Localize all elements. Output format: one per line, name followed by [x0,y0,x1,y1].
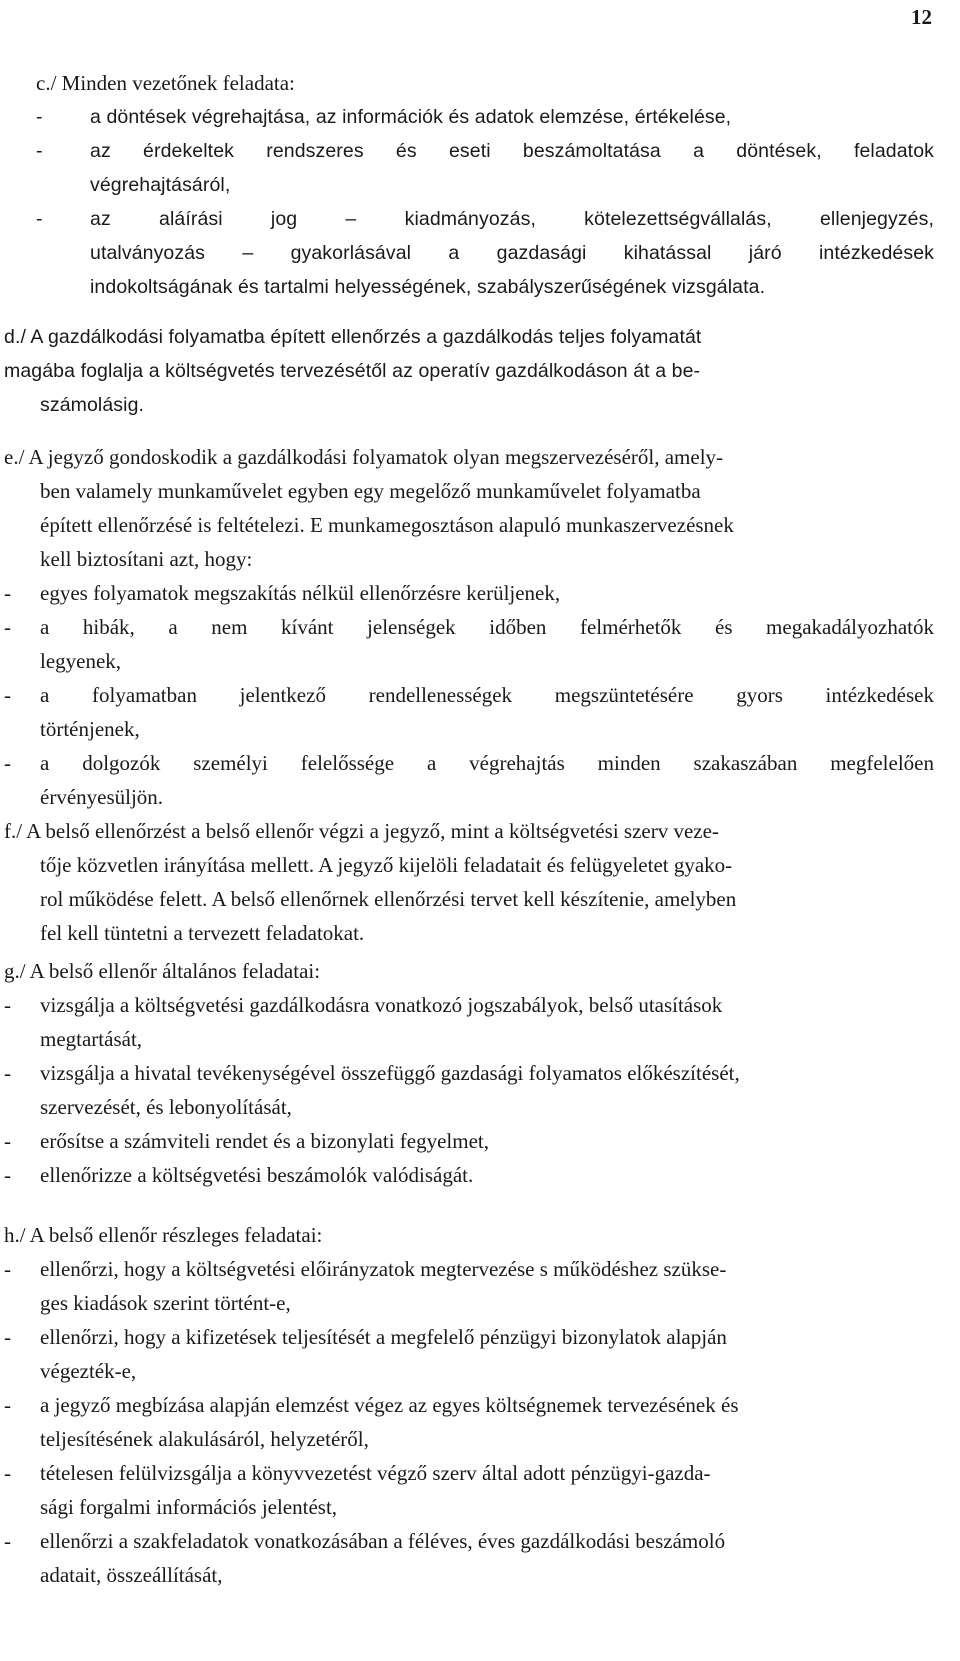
list-item-continuation: végrehajtásáról, [90,174,231,196]
section-f-line: f./ A belső ellenőrzést a belső ellenőr végzi a jegyző, mint a költségvetési szerv veze- [4,819,719,843]
list-item: - a hibák, a nem kívánt jelenségek időben felmérhetők és megakadályozhatók [4,610,934,644]
bullet-marker: - [4,751,11,775]
section-d-line: d./ A gazdálkodási folyamatba épített ellenőrzés a gazdálkodás teljes folyamatát [4,326,702,348]
list-item-continuation: utalványozás – gyakorlásával a gazdasági kihatással járó intézkedések [90,242,934,264]
bullet-marker: - [4,1257,11,1281]
section-f-line: fel kell tüntetni a tervezett feladatokat. [40,921,365,945]
section-f [4,814,934,950]
list-item-continuation: indokoltságának és tartalmi helyességének, szabályszerűségének vizsgálata. [90,276,766,298]
section-d [4,320,934,422]
bullet-marker: - [4,1529,11,1553]
page-number: 12 [911,5,932,29]
list-item: - ellenőrzi, hogy a költségvetési előirányzatok megtervezése s működéshez szükse- [4,1252,934,1286]
list-item: - vizsgálja a hivatal tevékenységével összefüggő gazdasági folyamatos előkészítését, [4,1056,934,1090]
bullet-marker: - [4,581,11,605]
list-item: - ellenőrizze a költségvetési beszámolók valódiságát. [4,1158,934,1192]
list-item: - az érdekeltek rendszeres és eseti beszámoltatása a döntések, feladatok [4,134,934,168]
section-f-line: tője közvetlen irányítása mellett. A jegyző kijelöli feladatait és felügyeletet gyako- [40,853,733,877]
bullet-marker: - [36,208,43,230]
section-e-line: ben valamely munkaművelet egyben egy megelőző munkaművelet folyamatba [40,479,701,503]
bullet-marker: - [4,615,11,639]
bullet-marker: - [4,993,11,1017]
bullet-marker: - [36,106,43,128]
list-item: - a folyamatban jelentkező rendellenességek megszüntetésére gyors intézkedések [4,678,934,712]
section-f-line: rol működése felett. A belső ellenőrnek ellenőrzési tervet kell készítenie, amelyben [40,887,737,911]
section-g-heading: g./ A belső ellenőr általános feladatai: [4,959,321,983]
list-item-continuation: szervezését, és lebonyolítását, [40,1095,292,1119]
section-c-heading: c./ Minden vezetőnek feladata: [36,71,295,95]
list-item-continuation: érvényesüljön. [40,785,164,809]
section-h-heading: h./ A belső ellenőr részleges feladatai: [4,1223,323,1247]
bullet-marker: - [4,1061,11,1085]
bullet-marker: - [36,140,43,162]
list-item-continuation: végezték-e, [40,1359,137,1383]
list-item: - a dolgozók személyi felelőssége a végrehajtás minden szakaszában megfelelően [4,746,934,780]
list-item: - ellenőrzi, hogy a kifizetések teljesítését a megfelelő pénzügyi bizonylatok alapján [4,1320,934,1354]
list-item-continuation: ges kiadások szerint történt-e, [40,1291,291,1315]
bullet-marker: - [4,1129,11,1153]
list-item: - tételesen felülvizsgálja a könyvvezetést végző szerv által adott pénzügyi-gazda- [4,1456,934,1490]
section-d-line: magába foglalja a költségvetés tervezésétől az operatív gazdálkodáson át a be- [4,360,701,382]
section-e [4,440,934,814]
section-e-line: kell biztosítani azt, hogy: [40,547,253,571]
section-c [4,66,934,304]
list-item-continuation: legyenek, [40,649,122,673]
bullet-marker: - [4,683,11,707]
list-item: - a döntések végrehajtása, az információk és adatok elemzése, értékelése, [4,100,934,134]
list-item-continuation: teljesítésének alakulásáról, helyzetéről, [40,1427,369,1451]
list-item: - a jegyző megbízása alapján elemzést végez az egyes költségnemek tervezésének és [4,1388,934,1422]
bullet-marker: - [4,1393,11,1417]
list-item-continuation: sági forgalmi információs jelentést, [40,1495,338,1519]
list-item: - ellenőrzi a szakfeladatok vonatkozásában a féléves, éves gazdálkodási beszámoló [4,1524,934,1558]
bullet-marker: - [4,1325,11,1349]
bullet-marker: - [4,1461,11,1485]
list-item: - egyes folyamatok megszakítás nélkül ellenőrzésre kerüljenek, [4,576,934,610]
section-g [4,954,934,1192]
section-e-line: épített ellenőrzésé is feltételezi. E munkamegosztáson alapuló munkaszervezésnek [40,513,734,537]
list-item: - erősítse a számviteli rendet és a bizonylati fegyelmet, [4,1124,934,1158]
list-item: - vizsgálja a költségvetési gazdálkodásra vonatkozó jogszabályok, belső utasítások [4,988,934,1022]
list-item-continuation: adatait, összeállítását, [40,1563,223,1587]
list-item-continuation: történjenek, [40,717,140,741]
bullet-marker: - [4,1163,11,1187]
list-item: - az aláírási jog – kiadmányozás, kötelezettségvállalás, ellenjegyzés, [4,202,934,236]
section-h [4,1218,934,1592]
list-item-continuation: megtartását, [40,1027,143,1051]
section-e-line: e./ A jegyző gondoskodik a gazdálkodási folyamatok olyan megszervezéséről, amely- [4,445,724,469]
section-d-line: számolásig. [40,394,145,416]
